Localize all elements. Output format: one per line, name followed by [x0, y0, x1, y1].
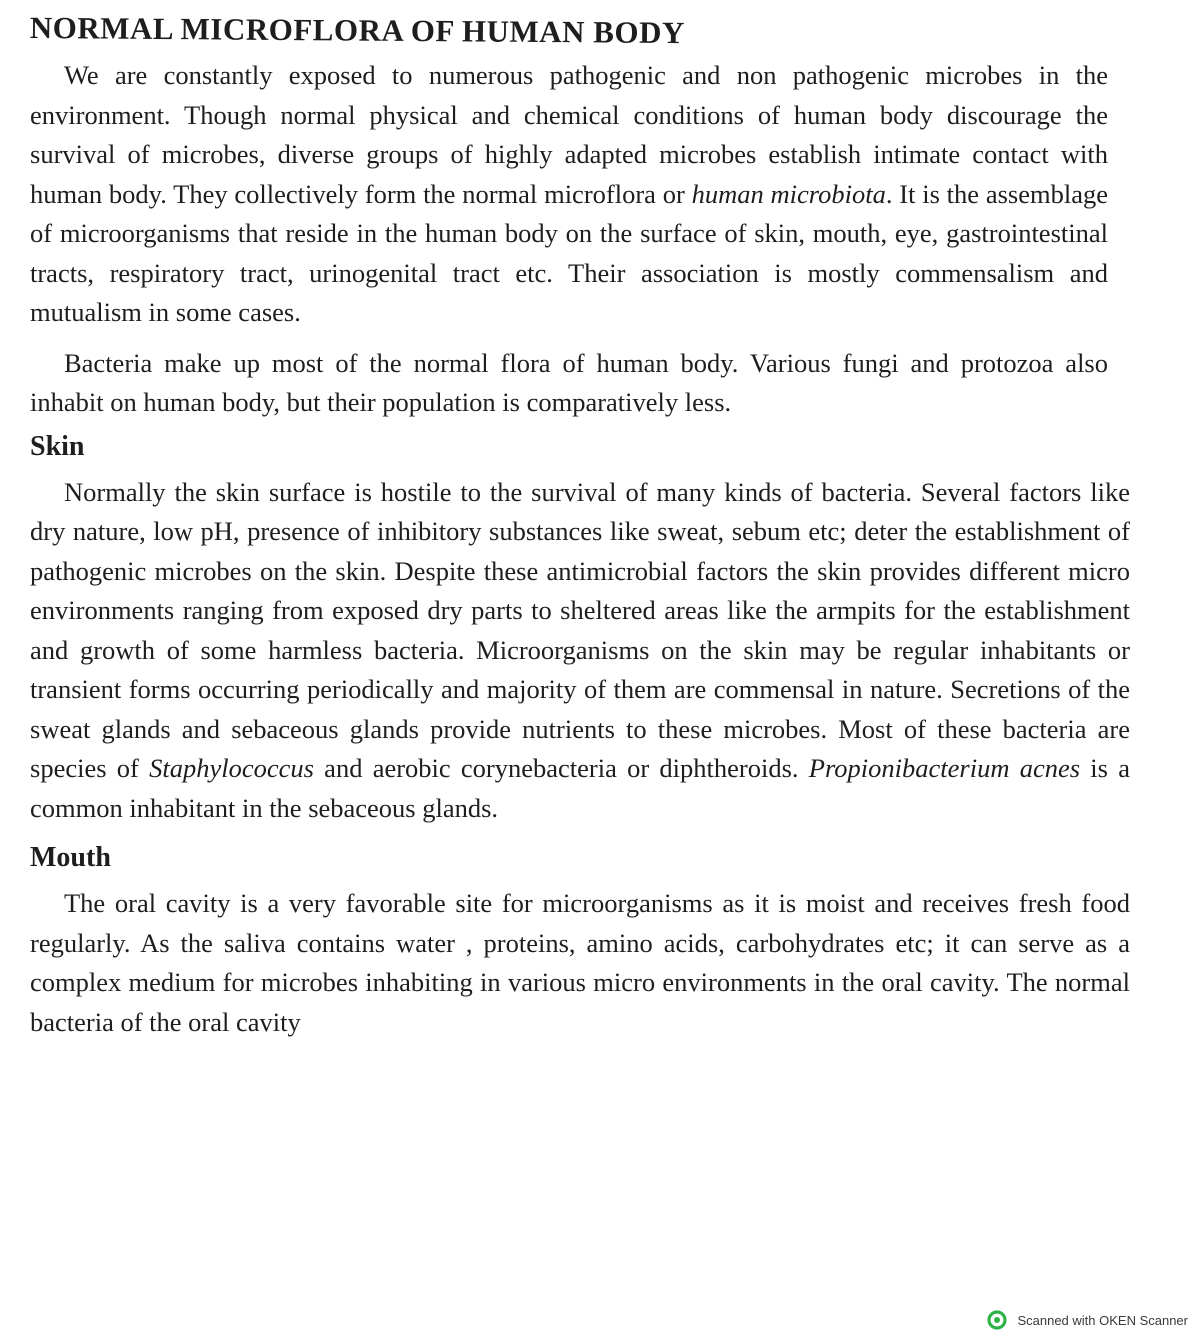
intro-text-part1: We are constantly exposed to numerous pathogenic and non pathogenic microbes in the environment. Though normal physical and chemical conditions of human body discourage the survival of microbes, diverse groups of highly adapted microbes establish intimate contact with human body. They collectively form the normal microflora or — [30, 60, 1108, 209]
page-title: NORMAL MICROFLORA OF HUMAN BODY — [29, 9, 685, 51]
section-heading-skin: Skin — [30, 430, 85, 462]
mouth-paragraph: The oral cavity is a very favorable site for microorganisms as it is moist and receives fresh food regularly. As the saliva contains water , proteins, amino acids, carbohydrates etc; it can serve as a complex medium for microbes inhabiting in various micro environments in the oral cavity. The normal bacteria of the oral cavity — [30, 888, 1130, 1037]
skin-text-part2: and aerobic corynebacteria or diphtheroids. — [313, 753, 809, 783]
skin-text-part1: Normally the skin surface is hostile to the survival of many kinds of bacteria. Several factors like dry nature, low pH, presence of inhibitory substances like sweat, sebum etc; deter the establishment of pathogenic microbes on the skin. Despite these antimicrobial factors the skin provides different micro environments ranging from exposed dry parts to sheltered areas like the armpits for the establishment and growth of some harmless bacteria. Microorganisms on the skin may be regular inhabitants or transient forms occurring periodically and majority of them are commensal in nature. Secretions of the sweat glands and sebaceous glands provide nutrients to these microbes. Most of these bacteria are species of — [30, 476, 1130, 783]
scanner-watermark-text: Scanned with OKEN Scanner — [1017, 1312, 1188, 1328]
oken-scanner-logo-icon — [987, 1310, 1007, 1330]
skin-text-part3: is a common inhabitant in the sebaceous glands. — [30, 753, 1130, 823]
intro-italic-term: human microbiota — [691, 178, 886, 209]
scanner-watermark — [987, 1310, 1188, 1330]
intro-paragraph — [30, 56, 1108, 333]
bacteria-paragraph: Bacteria make up most of the normal flora of human body. Various fungi and protozoa also inhabit on human body, but their population is comparatively less. — [30, 347, 1108, 417]
skin-paragraph — [30, 473, 1130, 829]
intro-text-part2: . It is the assemblage of microorganisms that reside in the human body on the surface of skin, mouth, eye, gastrointestinal tracts, respiratory tract, urinogenital tract etc. Their association is mostly commensalism and mutualism in some cases. — [30, 178, 1108, 327]
section-heading-mouth: Mouth — [30, 842, 111, 873]
skin-italic-propionibacterium: Propionibacterium acnes — [808, 753, 1081, 783]
document-page — [30, 8, 1138, 1042]
skin-italic-staphylococcus: Staphylococcus — [149, 753, 314, 783]
